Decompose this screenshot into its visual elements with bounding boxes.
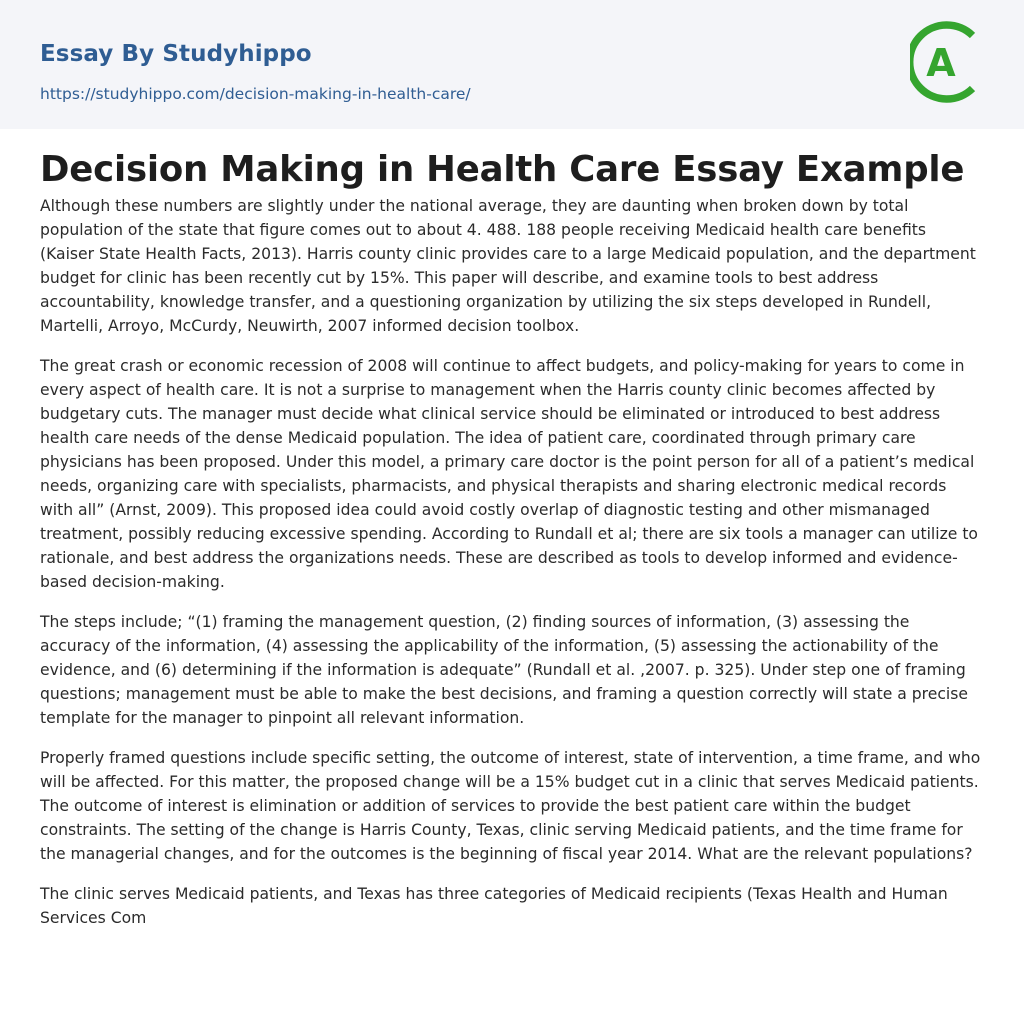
paragraph: The great crash or economic recession of 2008 will continue to affect budgets, and policy-making for years to come in every aspect of health care. It is not a surprise to management when the Harris county clinic becomes affected by budgetary cuts. The manager must decide what clinical service should be eliminated or introduced to best address health care needs of the dense Medicaid population. The idea of patient care, coordinated through primary care physicians has been proposed. Under this model, a primary care doctor is the point person for all of a patient’s medical needs, organizing care with specialists, pharmacists, and physical therapists and sharing electronic medical records with all” (Arnst, 2009). This proposed idea could avoid costly overlap of diagnostic testing and other mismanaged treatment, possibly reducing excessive spending. According to Rundall et al; there are six tools a manager can utilize to rationale, and best address the organizations needs. These are described as tools to develop informed and evidence-based decision-making. [40, 357, 978, 591]
page-title: Decision Making in Health Care Essay Example [40, 149, 965, 190]
site-header [0, 0, 1024, 129]
studyhippo-logo-icon[interactable] [910, 18, 988, 106]
paragraph: The steps include; “(1) framing the management question, (2) finding sources of information, (3) assessing the accuracy of the information, (4) assessing the applicability of the information, (5) assessing the actionability of the evidence, and (6) determining if the information is adequate” (Rundall et al. ,2007. p. 325). Under step one of framing questions; management must be able to make the best decisions, and framing a question correctly will state a precise template for the manager to pinpoint all relevant information. [40, 613, 968, 727]
paragraph: The clinic serves Medicaid patients, and Texas has three categories of Medicaid recipients (Texas Health and Human Services Com [40, 885, 948, 927]
paragraph: Although these numbers are slightly under the national average, they are daunting when broken down by total population of the state that figure comes out to about 4. 488. 188 people receiving Medicaid health care benefits (Kaiser State Health Facts, 2013). Harris county clinic provides care to a large Medicaid population, and the department budget for clinic has been recently cut by 15%. This paper will describe, and examine tools to best address accountability, knowledge transfer, and a questioning organization by utilizing the six steps developed in Rundell, Martelli, Arroyo, McCurdy, Neuwirth, 2007 informed decision toolbox. [40, 197, 976, 335]
article [0, 129, 1024, 930]
site-brand[interactable]: Essay By Studyhippo [40, 41, 312, 67]
logo-letter: A [926, 41, 956, 85]
paragraph: Properly framed questions include specific setting, the outcome of interest, state of intervention, a time frame, and who will be affected. For this matter, the proposed change will be a 15% budget cut in a clinic that serves Medicaid patients. The outcome of interest is elimination or addition of services to provide the best patient care within the budget constraints. The setting of the change is Harris County, Texas, clinic serving Medicaid patients, and the time frame for the managerial changes, and for the outcomes is the beginning of fiscal year 2014. What are the relevant populations? [40, 749, 981, 863]
page-url-link[interactable]: https://studyhippo.com/decision-making-in-health-care/ [40, 85, 471, 103]
